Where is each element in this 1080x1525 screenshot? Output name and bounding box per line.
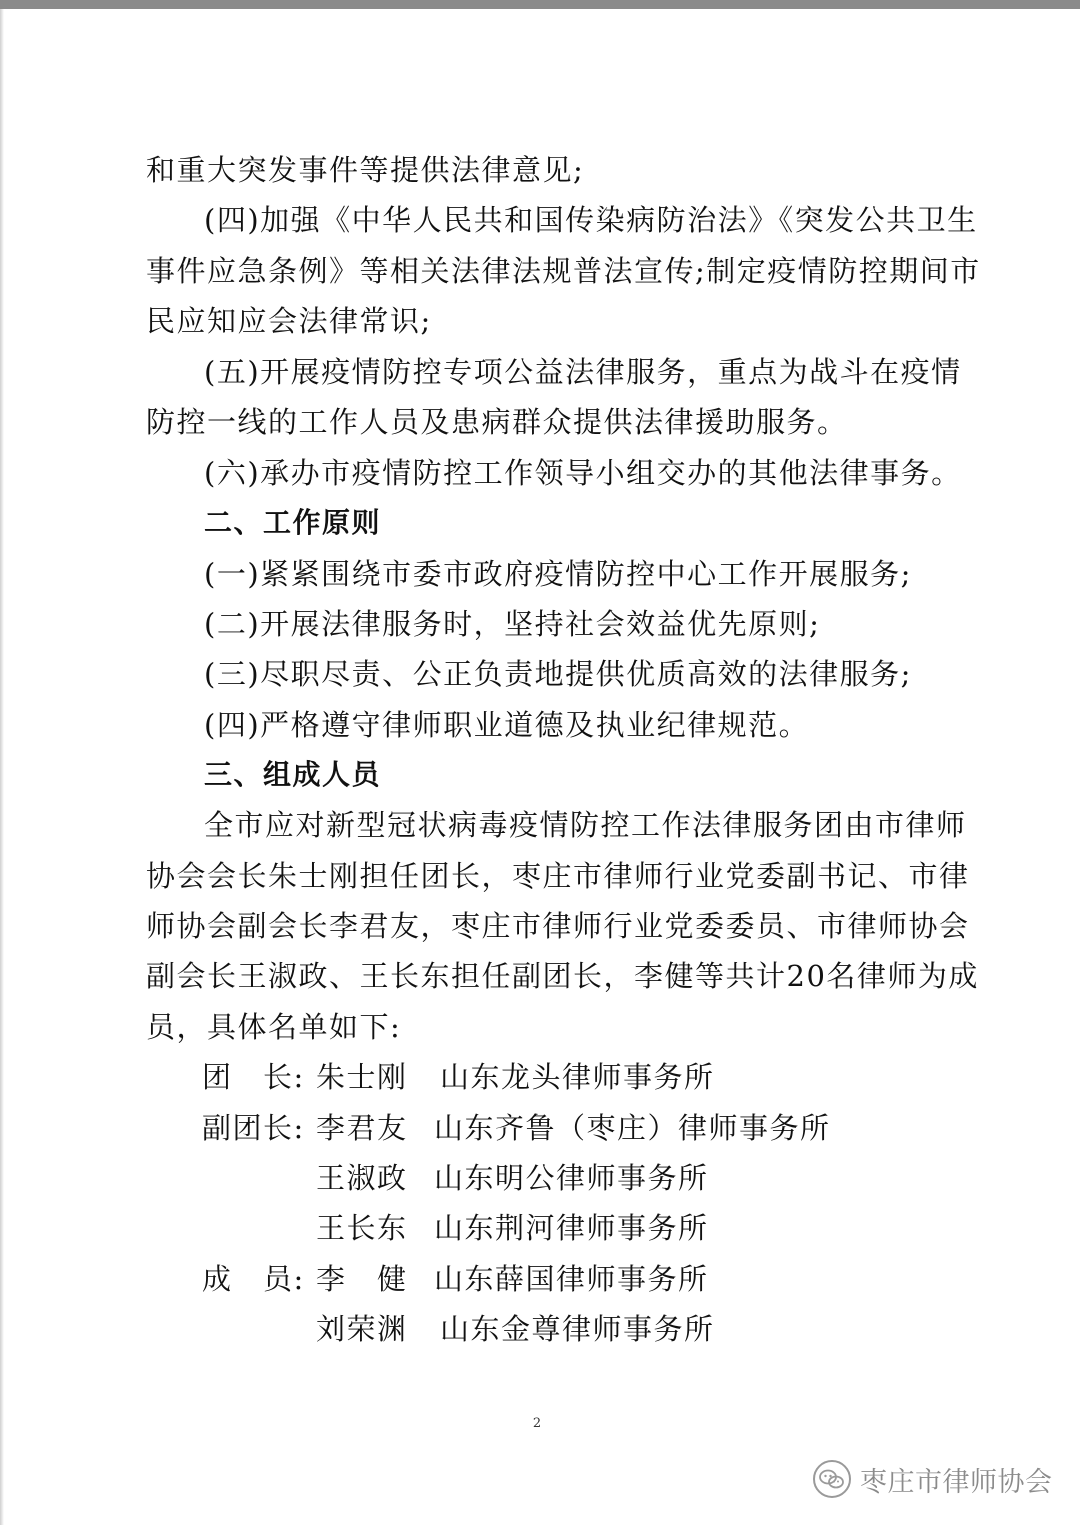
paragraph-line: 员，具体名单如下: xyxy=(146,1010,402,1044)
roster-row xyxy=(202,1309,902,1349)
roster-row xyxy=(202,1259,902,1299)
paragraph-line: (四)加强《中华人民共和国传染病防治法》《突发公共卫生 xyxy=(204,203,978,237)
section-heading: 二、工作原则 xyxy=(204,506,382,539)
roster-firm: 山东荆河律师事务所 xyxy=(434,1211,709,1245)
section-heading: 三、组成人员 xyxy=(204,758,382,791)
paragraph-line: 民应知应会法律常识; xyxy=(146,304,432,338)
roster-row xyxy=(202,1208,902,1248)
paragraph-line: 副会长王淑政、王长东担任副团长，李健等共计20名律师为成 xyxy=(146,959,979,993)
paragraph-line: 师协会副会长李君友，枣庄市律师行业党委委员、市律师协会 xyxy=(146,909,970,943)
roster-row xyxy=(202,1158,902,1198)
page-edge-shadow xyxy=(0,9,4,1525)
paragraph-line: 和重大突发事件等提供法律意见; xyxy=(146,153,585,187)
principle-item: (四)严格遵守律师职业道德及执业纪律规范。 xyxy=(204,708,810,742)
roster-role: 副团长: xyxy=(202,1111,305,1145)
roster-row xyxy=(202,1057,902,1097)
roster-firm: 山东金尊律师事务所 xyxy=(440,1312,715,1346)
roster-firm: 山东薛国律师事务所 xyxy=(434,1262,709,1296)
principle-item: (三)尽职尽责、公正负责地提供优质高效的法律服务; xyxy=(204,657,912,691)
roster-row xyxy=(202,1108,902,1148)
paragraph-line: (六)承办市疫情防控工作领导小组交办的其他法律事务。 xyxy=(204,456,962,490)
paragraph-line: (五)开展疫情防控专项公益法律服务，重点为战斗在疫情 xyxy=(204,355,962,389)
paragraph-line: 防控一线的工作人员及患病群众提供法律援助服务。 xyxy=(146,405,848,439)
paragraph-line: 事件应急条例》等相关法律法规普法宣传;制定疫情防控期间市 xyxy=(146,254,981,288)
roster-role: 团 长: xyxy=(202,1060,305,1094)
roster-name: 李君友 xyxy=(316,1111,408,1145)
roster-firm: 山东明公律师事务所 xyxy=(434,1161,709,1195)
roster-role: 成 员: xyxy=(202,1262,305,1296)
principle-item: (二)开展法律服务时，坚持社会效益优先原则; xyxy=(204,607,821,641)
roster-firm: 山东齐鲁（枣庄）律师事务所 xyxy=(434,1111,831,1145)
watermark-text: 枣庄市律师协会 xyxy=(860,1466,1053,1498)
paragraph-line: 全市应对新型冠状病毒疫情防控工作法律服务团由市律师 xyxy=(204,808,967,842)
roster-name: 朱士刚 xyxy=(316,1060,408,1094)
roster-name: 刘荣渊 xyxy=(316,1312,408,1346)
roster-name: 李 健 xyxy=(316,1262,408,1296)
page-number: 2 xyxy=(532,1416,542,1431)
roster-name: 王长东 xyxy=(316,1211,408,1245)
principle-item: (一)紧紧围绕市委市政府疫情防控中心工作开展服务; xyxy=(204,557,912,591)
wechat-icon xyxy=(812,1459,852,1499)
roster-firm: 山东龙头律师事务所 xyxy=(440,1060,715,1094)
wechat-watermark xyxy=(812,1456,1053,1502)
roster-name: 王淑政 xyxy=(316,1161,408,1195)
paragraph-line: 协会会长朱士刚担任团长，枣庄市律师行业党委副书记、市律 xyxy=(146,859,970,893)
page-top-bar xyxy=(0,0,1080,9)
